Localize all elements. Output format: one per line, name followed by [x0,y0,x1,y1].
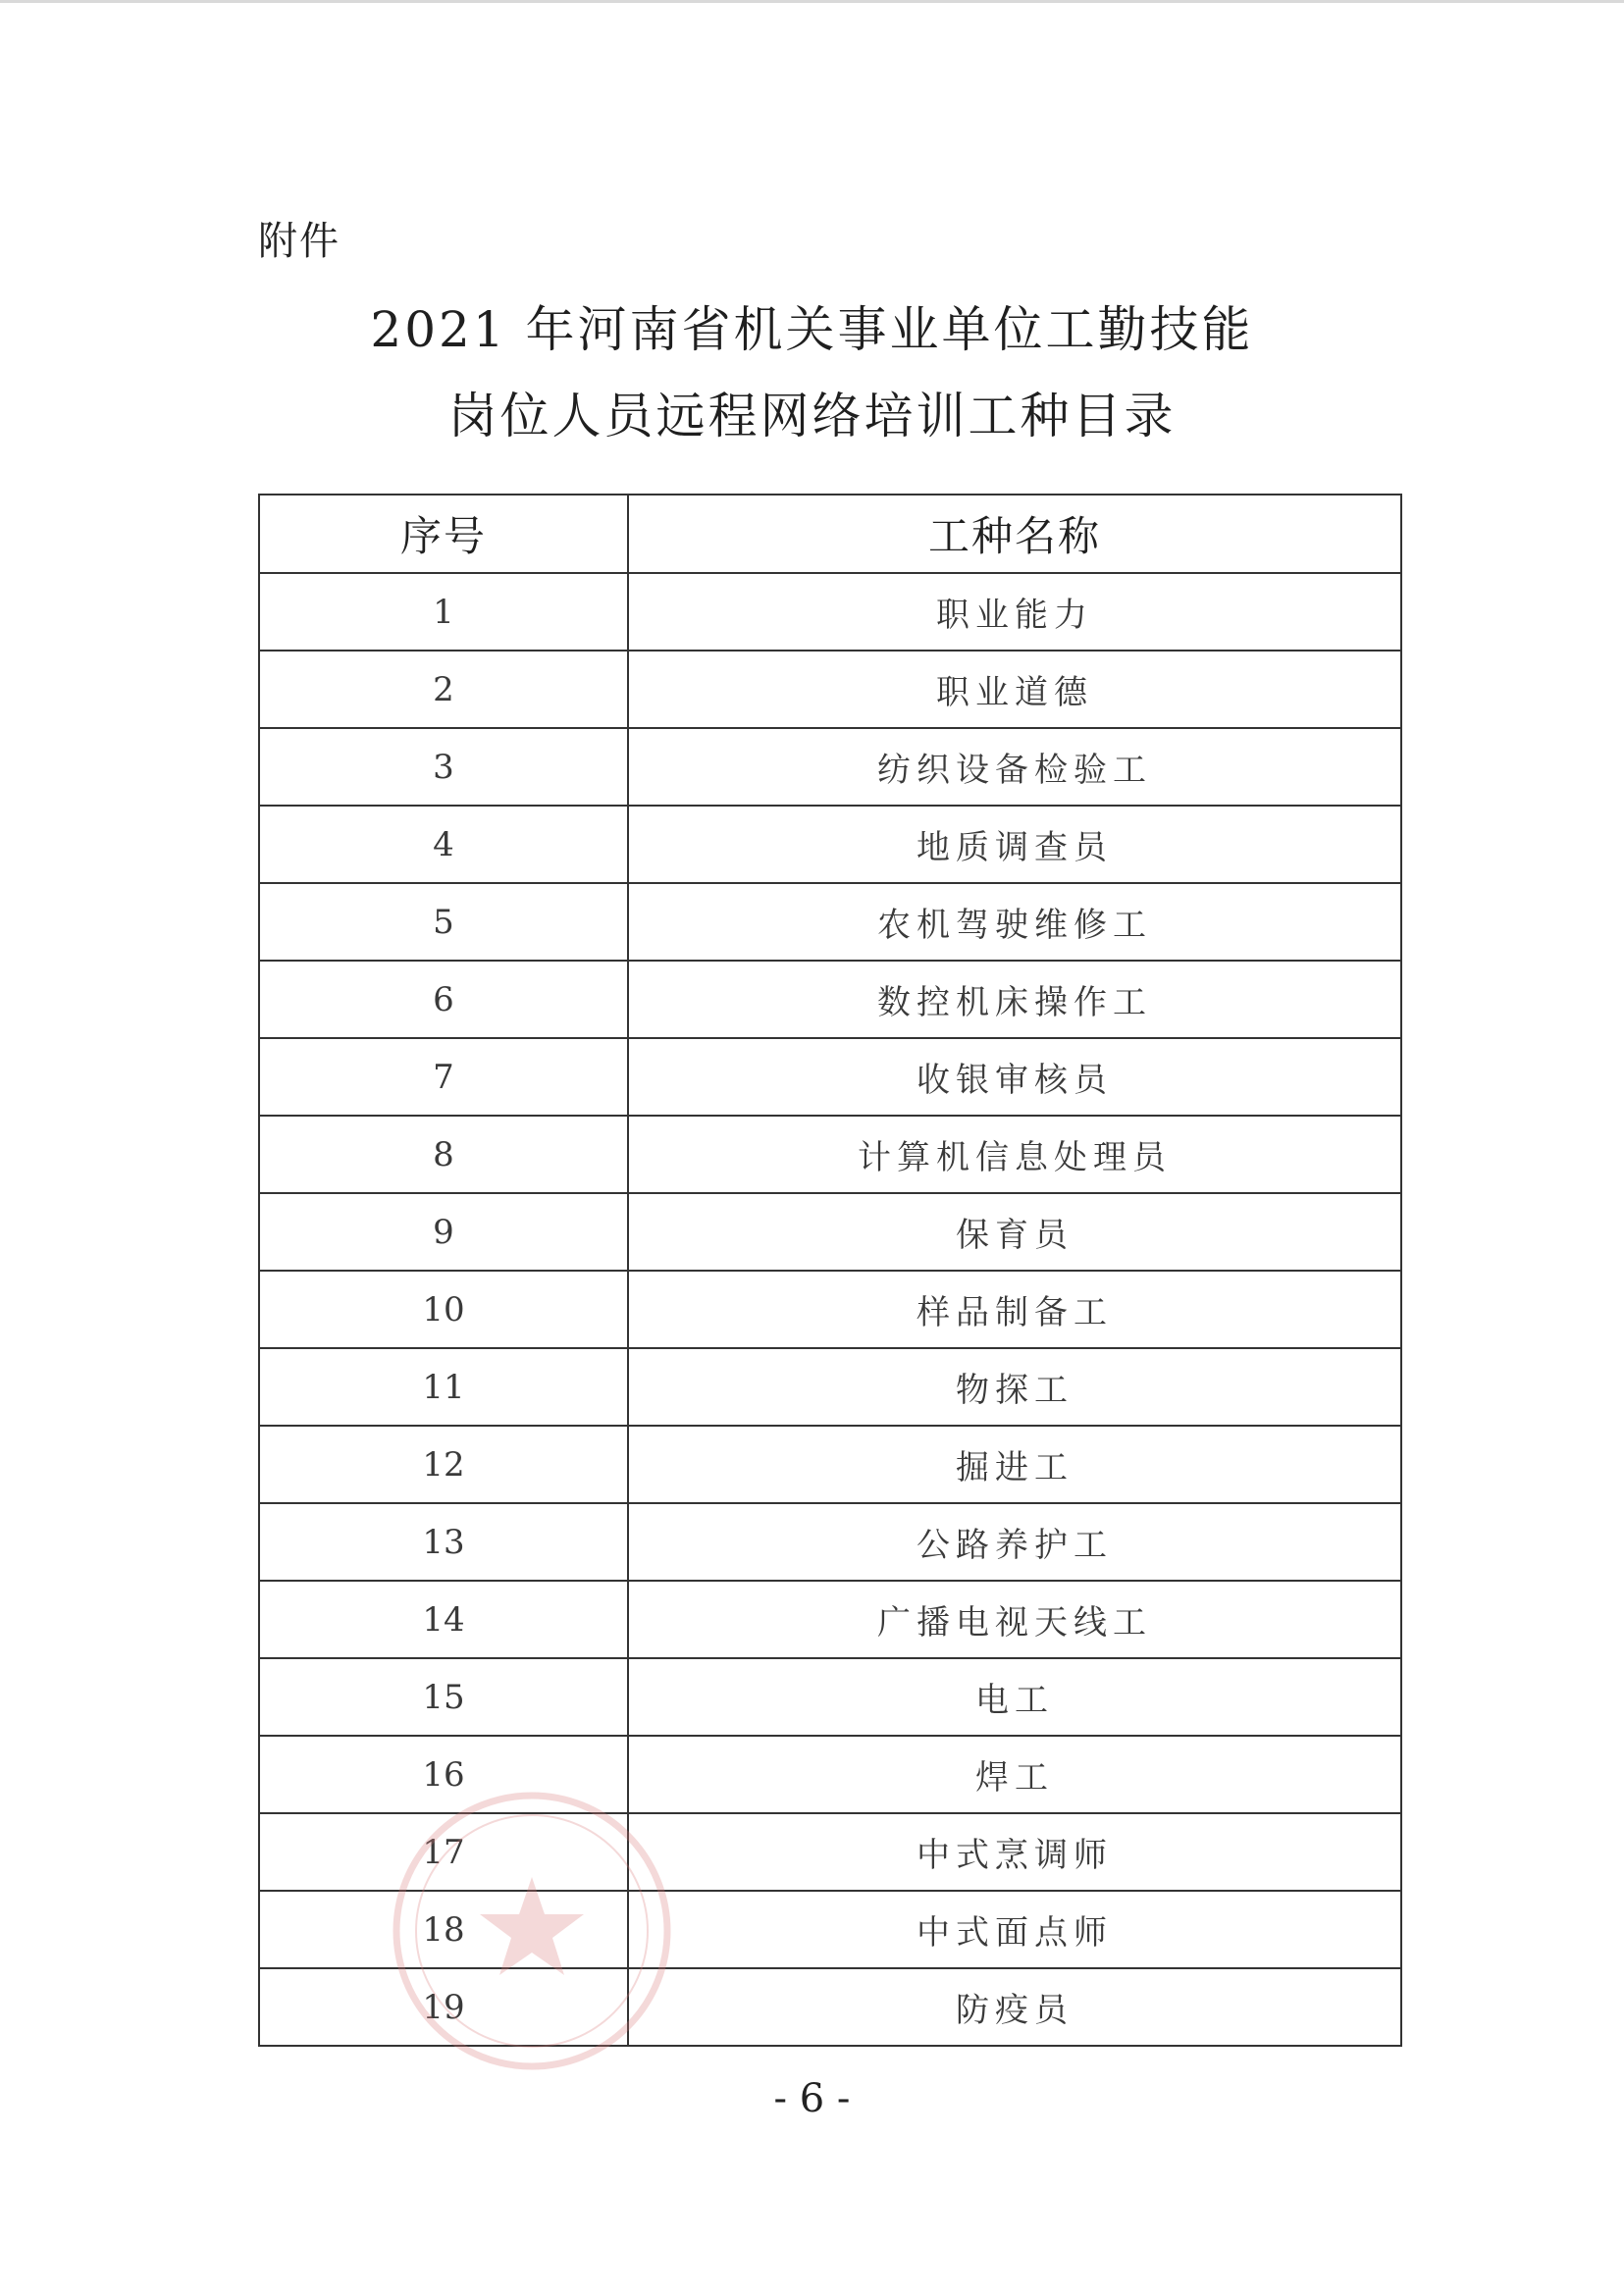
row-number: 3 [259,728,628,806]
table-row [259,651,1401,728]
row-number: 16 [259,1736,628,1813]
row-work-type: 焊工 [628,1736,1401,1813]
row-number: 2 [259,651,628,728]
table-row [259,806,1401,883]
row-work-type: 保育员 [628,1193,1401,1271]
table-row [259,1038,1401,1116]
row-work-type: 计算机信息处理员 [628,1116,1401,1193]
document-title-line-2: 岗位人员远程网络培训工种目录 [447,388,1177,444]
official-seal-stamp [385,1784,679,2078]
row-work-type: 职业能力 [628,573,1401,651]
attachment-label: 附件 [258,219,341,264]
row-work-type: 广播电视天线工 [628,1581,1401,1658]
table-row [259,961,1401,1038]
header-work-type-name: 工种名称 [628,495,1401,573]
row-number: 17 [259,1813,628,1891]
document-title-line-1: 2021 年河南省机关事业单位工勤技能 [370,301,1254,358]
row-number: 1 [259,573,628,651]
row-number: 10 [259,1271,628,1348]
table-row [259,1658,1401,1736]
row-number: 7 [259,1038,628,1116]
row-work-type: 数控机床操作工 [628,961,1401,1038]
row-work-type: 中式烹调师 [628,1813,1401,1891]
header-serial-number: 序号 [259,495,628,573]
table-row [259,1503,1401,1581]
row-work-type: 防疫员 [628,1968,1401,2046]
row-number: 9 [259,1193,628,1271]
row-number: 15 [259,1658,628,1736]
table-row [259,1193,1401,1271]
page-number: - 6 - [773,2076,851,2121]
table-row [259,1348,1401,1426]
row-work-type: 掘进工 [628,1426,1401,1503]
row-number: 6 [259,961,628,1038]
row-number: 18 [259,1891,628,1968]
row-number: 19 [259,1968,628,2046]
row-work-type: 地质调查员 [628,806,1401,883]
table-row [259,1426,1401,1503]
row-number: 5 [259,883,628,961]
row-work-type: 农机驾驶维修工 [628,883,1401,961]
seal-star-icon [480,1877,584,1975]
row-work-type: 物探工 [628,1348,1401,1426]
row-work-type: 职业道德 [628,651,1401,728]
row-work-type: 样品制备工 [628,1271,1401,1348]
row-work-type: 收银审核员 [628,1038,1401,1116]
row-number: 14 [259,1581,628,1658]
page-top-edge [0,0,1624,3]
table-row [259,1116,1401,1193]
row-number: 8 [259,1116,628,1193]
table-row [259,1581,1401,1658]
row-number: 4 [259,806,628,883]
row-work-type: 纺织设备检验工 [628,728,1401,806]
table-row [259,883,1401,961]
table-header-row [259,495,1401,573]
row-work-type: 公路养护工 [628,1503,1401,1581]
row-work-type: 中式面点师 [628,1891,1401,1968]
table-row [259,728,1401,806]
table-row [259,573,1401,651]
row-number: 12 [259,1426,628,1503]
row-work-type: 电工 [628,1658,1401,1736]
row-number: 13 [259,1503,628,1581]
table-row [259,1271,1401,1348]
row-number: 11 [259,1348,628,1426]
